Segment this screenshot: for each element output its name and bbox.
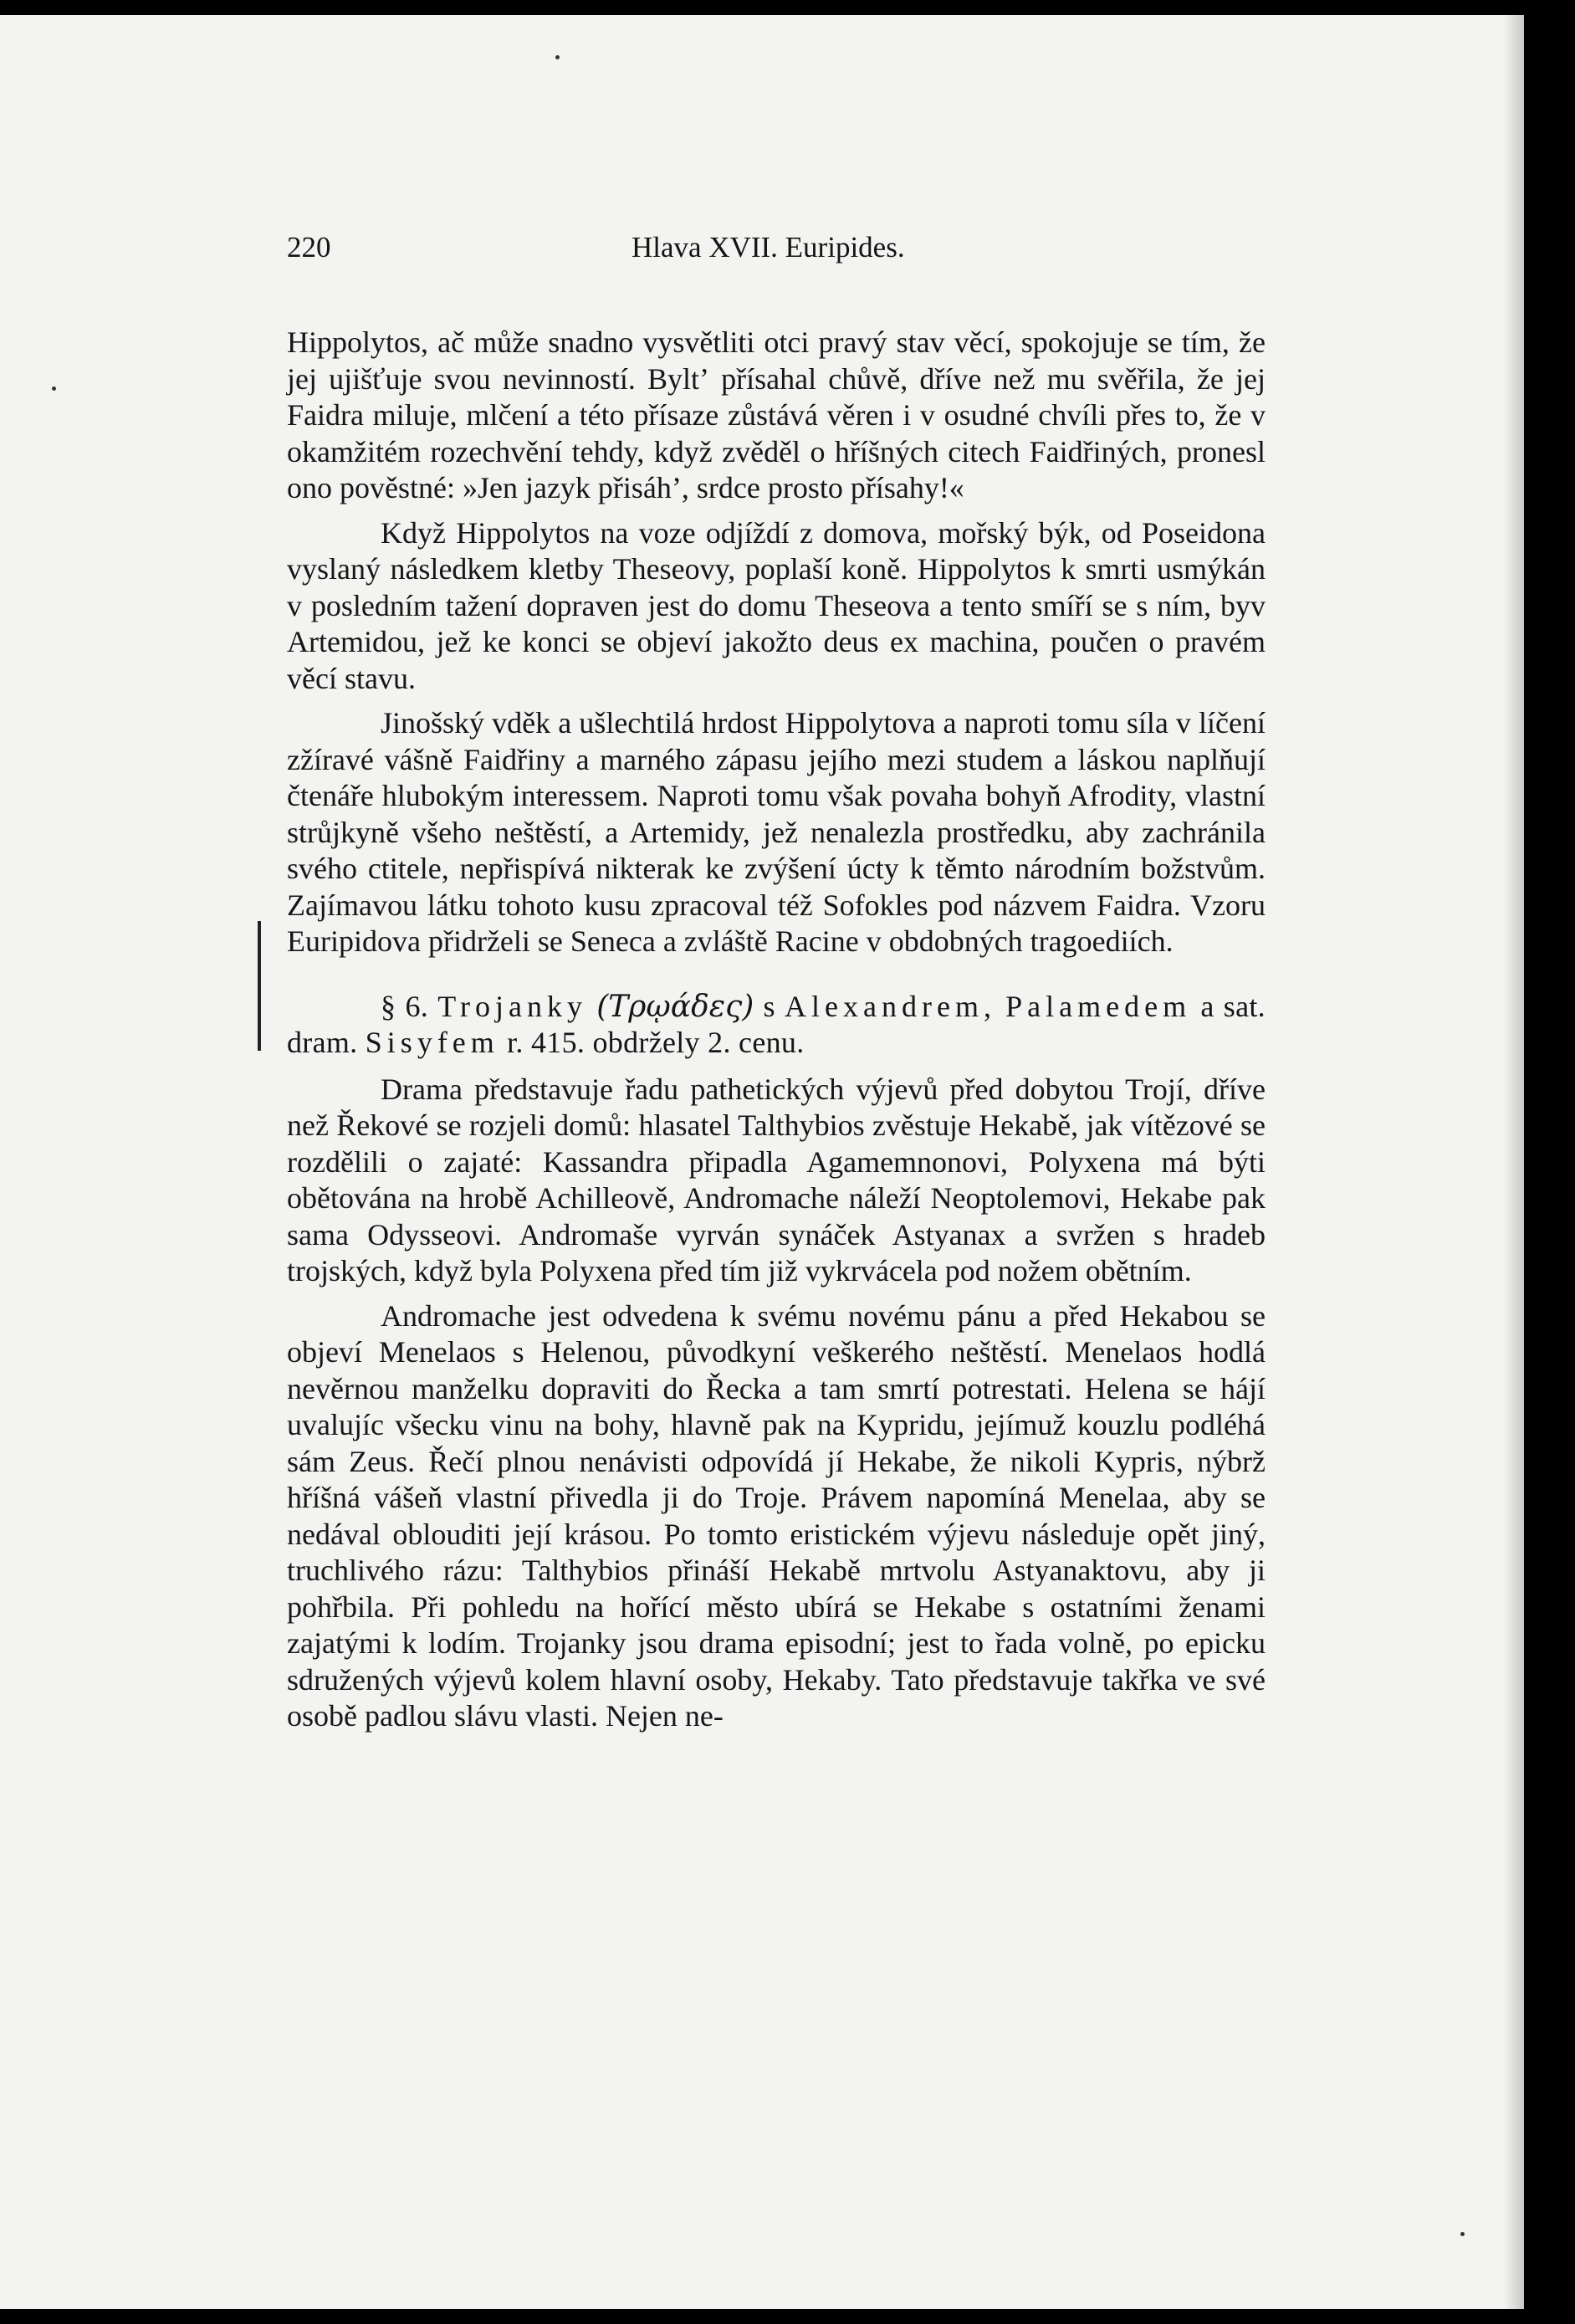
section-palamedes: Palamedem <box>1005 989 1192 1023</box>
section-satyr-drama: a sat. dram. <box>287 989 1266 1059</box>
section-title: Trojanky <box>437 989 587 1023</box>
section-alexandros: Alexandrem, <box>785 989 996 1023</box>
section-heading-trojan-women <box>287 989 1266 1062</box>
body-text <box>287 325 1266 1743</box>
section-sign: § 6. <box>381 989 429 1023</box>
running-head <box>287 231 1266 281</box>
scan-speck <box>1460 2232 1465 2236</box>
chapter-title: Hlava XVII. Euripides. <box>632 231 905 264</box>
section-with: s <box>763 989 775 1023</box>
greek-title: (Τρῳάδες) <box>596 989 754 1024</box>
book-page <box>0 15 1524 2309</box>
paragraph-drama-summary: Drama představuje řadu pathetických výjevů před dobytou Trojí, dříve než Řekové se rozjeli domů: hlasatel Talthybios zvěstuje Hekabě, jak vítězové se rozdělili o zajaté: Kassandra připadla Agamemnonovi, Polyxena má býti obětována na hrobě Achilleově, Andromache náleží Neoptolemovi, Hekabe pak sama Odysseovi. Andromaše vyrván synáček Astyanax a svržen s hradeb trojských, když byla Polyxena před tím již vykrvácela pod nožem obětním. <box>287 1072 1266 1287</box>
paragraph-andromache-helen: Andromache jest odvedena k svému novému pánu a před Hekabou se objeví Menelaos s Helenou, původkyní veškerého neštěstí. Menelaos hodlá nevěrnou manželku dopraviti do Řecka a tam smrtí potrestati. Helena se hájí uvalujíc všecku vinu na bohy, hlavně pak na Kypridu, jejímuž kouzlu podléhá sám Zeus. Řečí plnou nenávisti odpovídá jí Hekabe, že nikoli Kypris, nýbrž hříšná vášeň vlastní přivedla ji do Troje. Právem napomíná Menelaa, aby se nedával oblouditi její krásou. Po tomto eristickém výjevu následuje opět jiný, truchlivého rázu: Talthybios přináší Hekabě mrtvolu Astyanaktovu, aby ji pohřbila. Při pohledu na hořící město ubírá se Hekabe s ostatními ženami zajatými k lodím. Trojanky jsou drama episodní; jest to řada volně, po epicku sdružených výjevů kolem hlavní osoby, Hekaby. Tato představuje takřka ve své osobě padlou slávu vlasti. Nejen ne- <box>287 1298 1266 1733</box>
page-edge-shadow <box>1504 15 1524 2309</box>
page-number: 220 <box>287 231 331 264</box>
section-ending: r. 415. obdržely 2. cenu. <box>507 1026 805 1059</box>
section-sisyfos: Sisyfem <box>365 1026 499 1059</box>
scan-speck <box>52 386 56 391</box>
paragraph-hippolytos-death: Když Hippolytos na voze odjíždí z domova, mořský býk, od Poseidona vyslaný následkem kletby Theseovy, poplaší koně. Hippolytos k smrti usmýkán v posledním tažení dopraven jest do domu Theseova a tento smíří se s ním, byv Artemidou, jež ke konci se objeví jakožto deus ex machina, poučen o pravém věcí stavu. <box>287 515 1266 695</box>
paragraph-character-analysis: Jinošský vděk a ušlechtilá hrdost Hippolytova a naproti tomu síla v líčení zžíravé vášně Faidřiny a marného zápasu jejího mezi studem a láskou naplňují čtenáře hlubokým interessem. Naproti tomu však povaha bohyň Afrodity, vlastní strůjkyně všeho neštěstí, a Artemidy, jež nenalezla prostředku, aby zachránila svého ctitele, nepřispívá nikterak ke zvýšení úcty k těmto národním božstvům. Zajímavou látku tohoto kusu zpracoval též Sofokles pod názvem Faidra. Vzoru Euripidova přidrželi se Seneca a zvláště Racine v obdobných tragoediích. <box>287 706 1266 958</box>
scan-speck <box>555 55 560 59</box>
paragraph-hippolytos-oath: Hippolytos, ač může snadno vysvětliti otci pravý stav věcí, spokojuje se tím, že jej ujišťuje svou nevinností. Byltʼ přísahal chůvě, dříve než mu svěřila, že jej Faidra miluje, mlčení a této přísaze zůstává věren i v osudné chvíli přes to, že v okamžitém rozechvění tehdy, když zvěděl o hříšných citech Faidřiných, pronesl ono pověstné: »Jen jazyk přisáh’, srdce prosto přísahy!« <box>287 325 1266 504</box>
margin-mark <box>258 921 261 1051</box>
